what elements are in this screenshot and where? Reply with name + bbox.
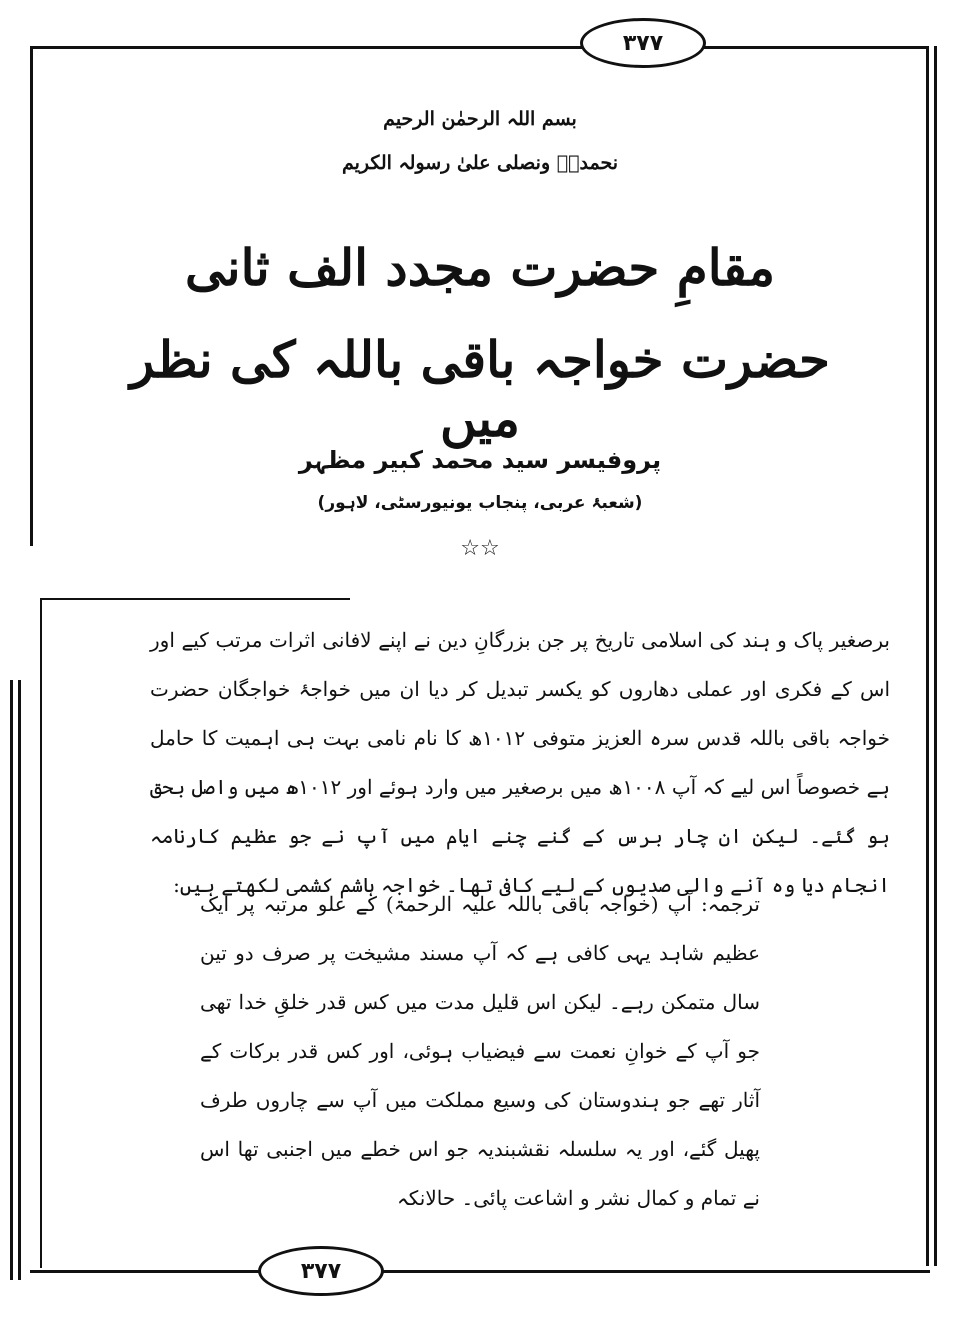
author-affiliation: (شعبۂ عربی، پنجاب یونیورسٹی، لاہور)	[317, 493, 643, 513]
block-quote-text: ترجمہ: آپ (خواجہ باقی باللہ علیہ الرحمۃ) کے علو مرتبہ پر ایک عظیم شاہد یہی کافی ہے کہ آپ مسند مشیخت پر صرف دو تین سال متمکن رہے۔ لیکن اس قلیل مدت میں کس قدر خلقِ خدا تھی جو آپ کے خوانِ نعمت سے فیضیاب ہوئی، اور کس قدر برکات کے آثار تھے جو ہندوستان کی وسیع مملکت میں آپ سے چاروں طرف پھیل گئے، اور یہ سلسلہ نقشبندیہ جو اس خطے میں اجنبی تھا اس نے تمام و کمال نشر و اشاعت پائی۔ حالانکہ	[200, 892, 760, 1210]
frame-right-border	[926, 46, 929, 1266]
frame-left-border-lower	[10, 680, 13, 1280]
page-number-top: ۳۷۷	[580, 18, 706, 68]
frame-bottom-border	[30, 1270, 930, 1273]
body-paragraph-text: برصغیر پاک و ہند کی اسلامی تاریخ پر جن بزرگانِ دین نے اپنے لافانی اثرات مرتب کیے اور اس کے فکری اور عملی دھاروں کو یکسر تبدیل کر دیا ان میں خواجۂ خواجگان حضرت خواجہ باقی باللہ قدس سرہ العزیز متوفی ۱۰۱۲ھ کا نام نامی بہت ہی اہمیت کا حامل ہے خصوصاً اس لیے کہ آپ ۱۰۰۸ھ میں برصغیر میں وارد ہوئے اور ۱۰۱۲ھ میں واصل بحق ہو گئے۔ لیکن ان چار برس کے گنے چنے ایام میں آپ نے جو عظیم کارنامہ انجام دیا وہ آنے والی صدیوں کے لیے کافی تھا۔ خواجہ ہاشم کشمی لکھتے ہیں:	[150, 628, 891, 897]
frame-left-border-lower-double	[18, 680, 21, 1280]
inner-top-rule	[40, 598, 350, 600]
author-name: پروفیسر سید محمد کبیر مظہر	[298, 446, 662, 474]
page-title-line-1: مقامِ حضرت مجدد الف ثانی	[184, 238, 775, 297]
frame-top-border	[30, 46, 928, 49]
body-paragraph	[150, 616, 890, 910]
frame-right-border-double	[934, 46, 937, 1266]
inner-left-rule	[40, 598, 42, 1268]
star-separator: ☆☆	[460, 536, 500, 561]
page-number-bottom: ۳۷۷	[258, 1246, 384, 1296]
hamd-line: نحمدہٗ ونصلی علیٰ رسولہ الکریم	[341, 152, 619, 174]
page-title-line-2: حضرت خواجہ باقی باللہ کی نظر میں	[130, 330, 830, 448]
block-quote	[200, 880, 760, 1223]
frame-left-border-upper	[30, 46, 33, 546]
bismillah: بسم اللہ الرحمٰن الرحیم	[383, 108, 577, 130]
